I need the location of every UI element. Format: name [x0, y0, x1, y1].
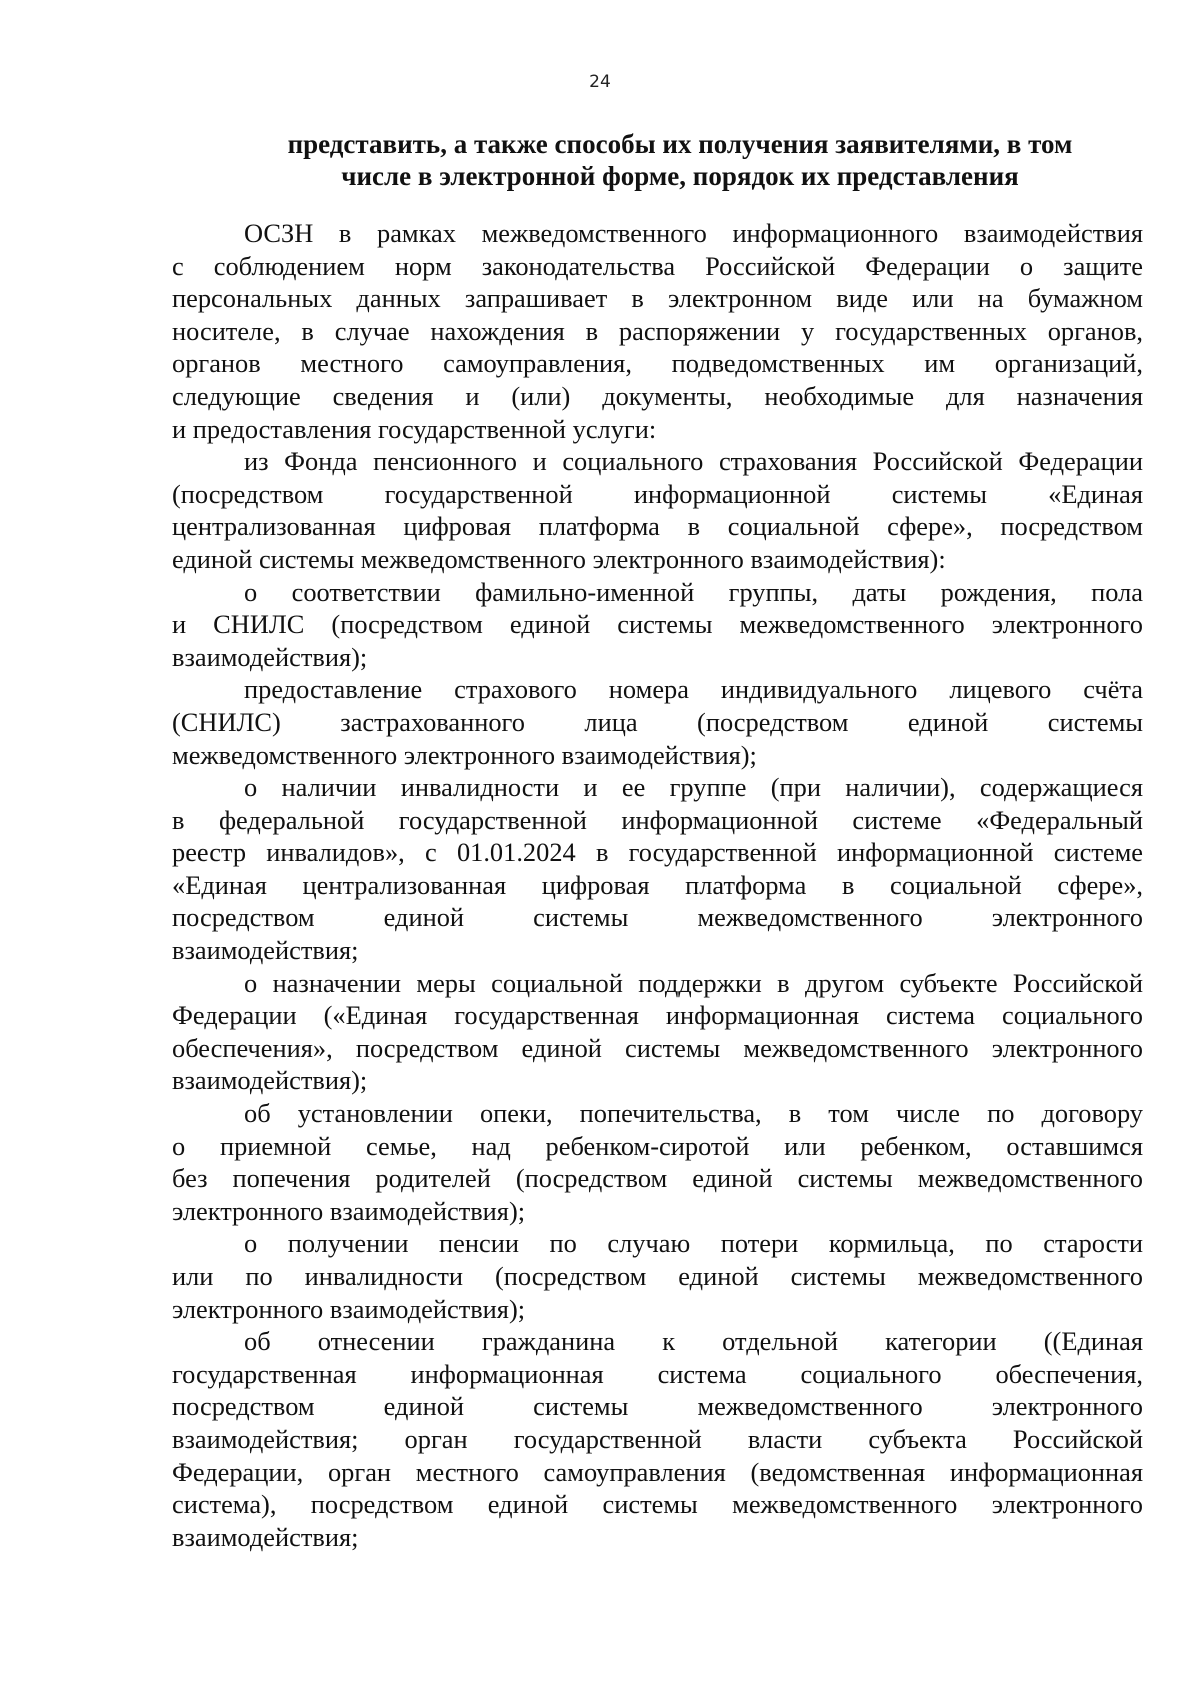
text-line: взаимодействия; орган государственной власти субъекта Российской [172, 1423, 1143, 1454]
text-line: межведомственного электронного взаимодействия); [172, 739, 757, 770]
text-line: Федерации, орган местного самоуправления (ведомственная информационная [172, 1456, 1143, 1487]
text-line: государственная информационная система социального обеспечения, [172, 1358, 1143, 1389]
text-line: и СНИЛС (посредством единой системы межведомственного электронного [172, 609, 1143, 640]
body-paragraph [172, 1227, 1143, 1325]
text-line: «Единая централизованная цифровая платформа в социальной сфере», [172, 869, 1143, 900]
text-line: следующие сведения и (или) документы, необходимые для назначения [172, 380, 1143, 411]
heading-line: числе в электронной форме, порядок их представления [341, 161, 1019, 191]
text-line: обеспечения», посредством единой системы межведомственного электронного [172, 1032, 1143, 1063]
body-paragraph [172, 1097, 1143, 1227]
text-line: персональных данных запрашивает в электронном виде или на бумажном [172, 283, 1143, 314]
heading-line: представить, а также способы их получения заявителями, в том [287, 129, 1073, 159]
text-line: взаимодействия; [172, 1521, 359, 1552]
body-paragraph [172, 217, 1143, 445]
text-line: о соответствии фамильно-именной группы, даты рождения, пола [244, 576, 1143, 607]
text-line: электронного взаимодействия); [172, 1293, 526, 1324]
text-line: (посредством государственной информационной системы «Единая [172, 478, 1143, 509]
page-number: 24 [589, 72, 611, 92]
text-line: посредством единой системы межведомственного электронного [172, 1391, 1143, 1422]
text-line: единой системы межведомственного электронного взаимодействия): [172, 543, 946, 574]
text-line: Федерации («Единая государственная информационная система социального [172, 1000, 1143, 1031]
text-line: предоставление страхового номера индивидуального лицевого счёта [244, 674, 1143, 705]
body-paragraph [172, 771, 1143, 967]
body-paragraph [172, 445, 1143, 575]
text-line: или по инвалидности (посредством единой системы межведомственного [172, 1261, 1143, 1291]
text-line: и предоставления государственной услуги: [172, 413, 657, 444]
text-line: взаимодействия); [172, 641, 368, 672]
text-line: взаимодействия; [172, 935, 359, 966]
text-line: о приемной семье, над ребенком-сиротой или ребенком, оставшимся [172, 1130, 1143, 1161]
text-line: (СНИЛС) застрахованного лица (посредством единой системы [172, 706, 1143, 737]
text-line: централизованная цифровая платформа в социальной сфере», посредством [172, 511, 1143, 542]
text-line: электронного взаимодействия); [172, 1195, 526, 1226]
text-line: в федеральной государственной информационной системе «Федеральный [172, 804, 1143, 835]
text-line: о получении пенсии по случаю потери кормильца, по старости [244, 1228, 1143, 1259]
text-line: система), посредством единой системы межведомственного электронного [172, 1489, 1143, 1520]
text-line: носителе, в случае нахождения в распоряжении у государственных органов, [172, 315, 1143, 346]
body-paragraph [172, 967, 1143, 1097]
text-line: реестр инвалидов», с 01.01.2024 в государственной информационной системе [172, 837, 1143, 868]
body-paragraph [172, 1325, 1143, 1553]
text-line: посредством единой системы межведомственного электронного [172, 902, 1143, 933]
document-body [172, 217, 1143, 1553]
text-line: об установлении опеки, попечительства, в том числе по договору [244, 1098, 1143, 1129]
text-line: об отнесении гражданина к отдельной категории ((Единая [244, 1326, 1143, 1357]
section-heading [230, 128, 1130, 192]
text-line: ОСЗН в рамках межведомственного информационного взаимодействия [244, 218, 1143, 248]
text-line: с соблюдением норм законодательства Российской Федерации о защите [172, 250, 1143, 281]
text-line: о назначении меры социальной поддержки в другом субъекте Российской [244, 967, 1143, 998]
body-paragraph [172, 576, 1143, 674]
text-line: органов местного самоуправления, подведомственных им организаций, [172, 348, 1143, 379]
text-line: из Фонда пенсионного и социального страхования Российской Федерации [244, 446, 1143, 477]
text-line: взаимодействия); [172, 1065, 368, 1096]
text-line: о наличии инвалидности и ее группе (при наличии), содержащиеся [244, 772, 1143, 803]
text-line: без попечения родителей (посредством единой системы межведомственного [172, 1163, 1143, 1194]
body-paragraph [172, 673, 1143, 771]
